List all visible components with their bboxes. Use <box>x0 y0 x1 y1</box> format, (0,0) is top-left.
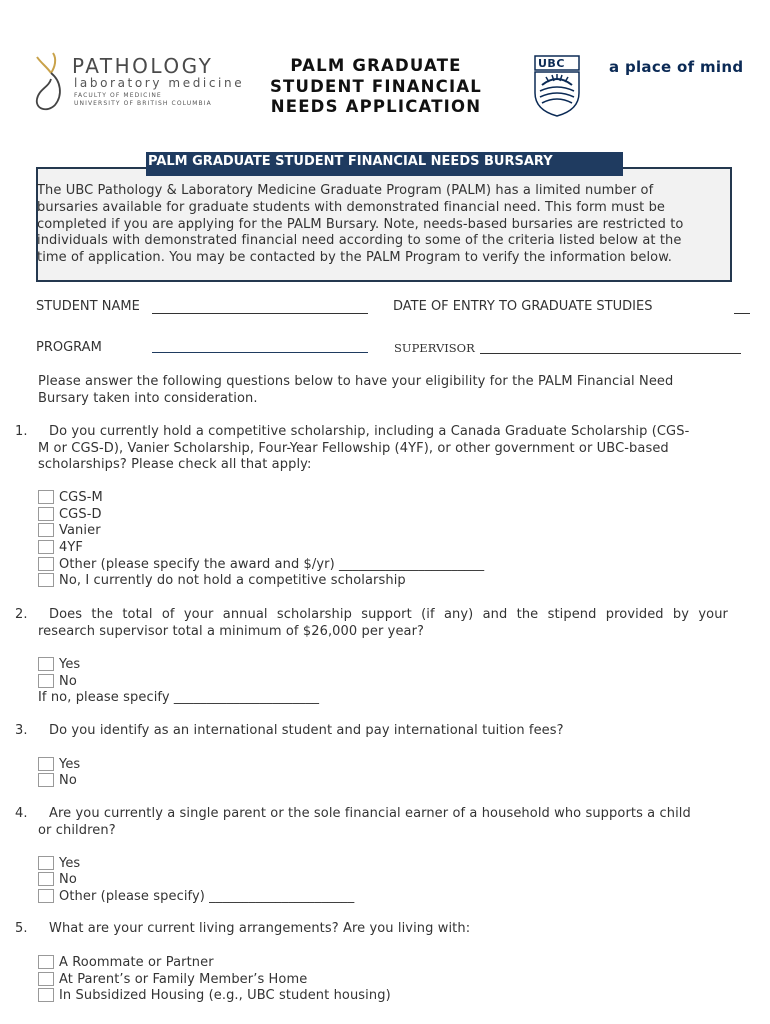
bursary-line: bursaries available for graduate students with demonstrated financial need. This form must be <box>37 199 666 215</box>
question-3: Do you identify as an international student and pay international tuition fees? <box>49 723 564 738</box>
title-line-1: PALM GRADUATE <box>290 56 462 75</box>
question-number: 2. <box>15 607 28 622</box>
checkbox-subsidized-housing[interactable] <box>38 988 54 1002</box>
ubc-wordmark: UBC <box>538 57 565 70</box>
option-label: Yes <box>59 657 81 672</box>
option-label: No <box>59 674 77 689</box>
checkbox-q2-no[interactable] <box>38 674 54 688</box>
option-label: Other (please specify) ______________________ <box>59 889 355 904</box>
question-line: scholarships? Please check all that apply: <box>38 457 312 472</box>
question-number: 5. <box>15 921 28 936</box>
bursary-line: The UBC Pathology & Laboratory Medicine Graduate Program (PALM) has a limited number of <box>37 183 654 198</box>
q2-specify-field[interactable]: If no, please specify ______________________ <box>38 690 320 705</box>
option-label: At Parent’s or Family Member’s Home <box>59 972 308 987</box>
checkbox-q2-yes[interactable] <box>38 657 54 671</box>
instructions <box>38 374 673 407</box>
program-field[interactable] <box>152 352 368 353</box>
option-label: No, I currently do not hold a competitive scholarship <box>59 573 406 588</box>
logo-subtitle: laboratory medicine <box>74 76 245 90</box>
checkbox-4yf[interactable] <box>38 540 54 554</box>
question-line: Does the total of your annual scholarship support (if any) and the stipend provided by your <box>49 607 728 622</box>
question-2 <box>38 607 728 640</box>
ubc-tagline: a place of mind <box>609 58 744 76</box>
supervisor-field[interactable] <box>480 353 741 354</box>
question-line: Do you currently hold a competitive scholarship, including a Canada Graduate Scholarship (CGS- <box>49 424 690 439</box>
student-name-label: STUDENT NAME <box>36 299 140 314</box>
option-label: 4YF <box>59 540 83 555</box>
option-label: Yes <box>59 856 81 871</box>
page-title <box>262 56 490 118</box>
option-label: Vanier <box>59 523 101 538</box>
bursary-line: individuals with demonstrated financial need according to some of the criteria listed below at the <box>37 233 682 249</box>
bursary-description <box>37 183 727 267</box>
date-of-entry-field[interactable] <box>734 313 750 314</box>
question-line: M or CGS-D), Vanier Scholarship, Four-Year Fellowship (4YF), or other government or UBC-based <box>38 440 669 456</box>
logo-title: PATHOLOGY <box>72 54 214 78</box>
checkbox-family-home[interactable] <box>38 972 54 986</box>
option-label: Other (please specify the award and $/yr) ______________________ <box>59 557 485 572</box>
bursary-heading: PALM GRADUATE STUDENT FINANCIAL NEEDS BURSARY <box>146 152 623 176</box>
logo-university: UNIVERSITY OF BRITISH COLUMBIA <box>74 100 212 107</box>
question-line: or children? <box>38 822 116 838</box>
instructions-line: Please answer the following questions below to have your eligibility for the PALM Financial Need <box>38 374 674 389</box>
student-name-field[interactable] <box>152 313 368 314</box>
option-label: CGS-M <box>59 490 103 505</box>
bursary-line: time of application. You may be contacted by the PALM Program to verify the information below. <box>37 250 672 266</box>
date-of-entry-label: DATE OF ENTRY TO GRADUATE STUDIES <box>393 299 653 314</box>
question-1 <box>38 424 738 474</box>
checkbox-q4-other[interactable] <box>38 889 54 903</box>
checkbox-other-scholarship[interactable] <box>38 557 54 571</box>
option-label: No <box>59 872 77 887</box>
question-number: 3. <box>15 723 28 738</box>
question-5: What are your current living arrangements? Are you living with: <box>49 921 471 936</box>
option-label: No <box>59 773 77 788</box>
bursary-line: completed if you are applying for the PALM Bursary. Note, needs-based bursaries are restricted to <box>37 216 684 232</box>
logo-faculty: FACULTY OF MEDICINE <box>74 92 162 99</box>
checkbox-q3-no[interactable] <box>38 773 54 787</box>
checkbox-roommate[interactable] <box>38 955 54 969</box>
supervisor-label: SUPERVISOR <box>394 341 475 355</box>
checkbox-q4-no[interactable] <box>38 872 54 886</box>
pathology-logo-mark <box>33 51 73 117</box>
title-line-3: NEEDS APPLICATION <box>270 97 482 116</box>
option-label: CGS-D <box>59 507 102 522</box>
checkbox-cgs-d[interactable] <box>38 507 54 521</box>
title-line-2: STUDENT FINANCIAL <box>269 76 483 96</box>
checkbox-q3-yes[interactable] <box>38 757 54 771</box>
option-label: A Roommate or Partner <box>59 955 214 970</box>
option-label: Yes <box>59 757 81 772</box>
question-line: research supervisor total a minimum of $26,000 per year? <box>38 623 425 639</box>
checkbox-vanier[interactable] <box>38 523 54 537</box>
checkbox-q4-yes[interactable] <box>38 856 54 870</box>
question-line: Are you currently a single parent or the sole financial earner of a household who supports a child <box>49 806 691 821</box>
question-number: 1. <box>15 424 28 439</box>
option-label: In Subsidized Housing (e.g., UBC student housing) <box>59 988 391 1003</box>
question-4 <box>38 806 738 839</box>
instructions-line: Bursary taken into consideration. <box>38 390 258 406</box>
checkbox-cgs-m[interactable] <box>38 490 54 504</box>
program-label: PROGRAM <box>36 340 102 355</box>
question-number: 4. <box>15 806 28 821</box>
checkbox-no-scholarship[interactable] <box>38 573 54 587</box>
